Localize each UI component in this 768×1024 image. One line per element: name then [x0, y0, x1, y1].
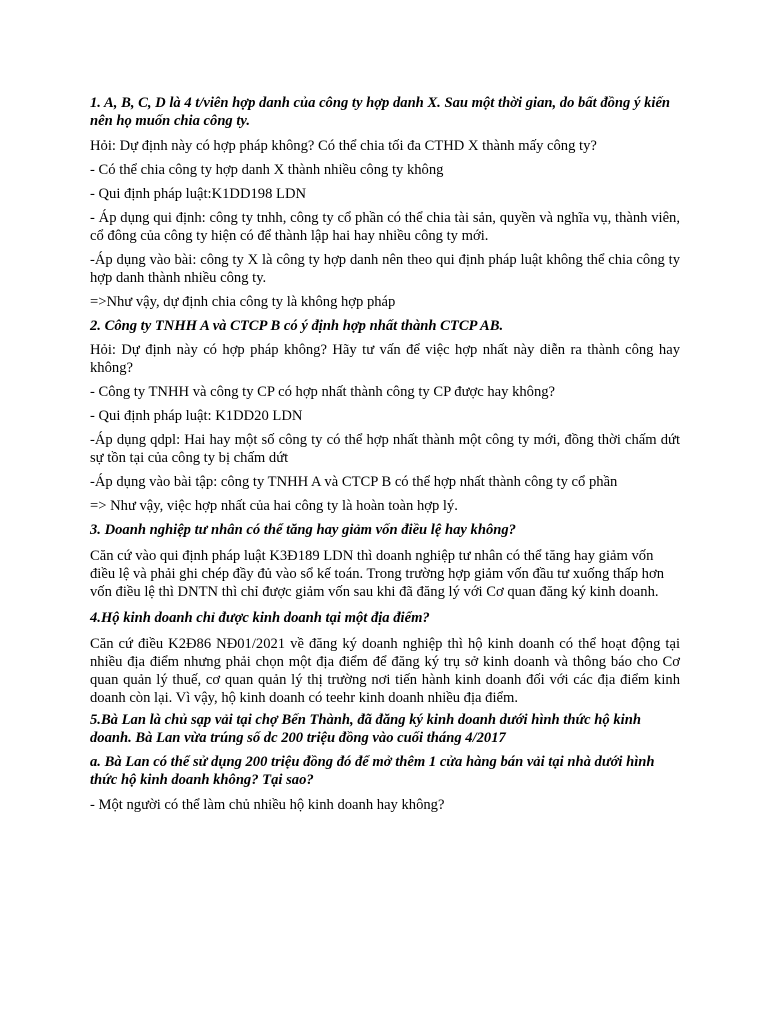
question-3-answer: Căn cứ vào qui định pháp luật K3Đ189 LDN thì doanh nghiệp tư nhân có thể tăng hay giảm vốn điều lệ và phải ghi chép đầy đủ vào sổ kế toán. Trong trường hợp giảm vốn đầu tư xuống thấp hơn vốn điều lệ thì DNTN thì chỉ được giảm vốn sau khi đã đăng lý với Cơ quan đăng ký kinh doanh.: [90, 548, 664, 600]
question-1-apply: -Áp dụng vào bài: công ty X là công ty hợp danh nên theo qui định pháp luật không thể chia công ty hợp danh thành nhiều công ty.: [90, 252, 680, 286]
question-3-title: 3. Doanh nghiệp tư nhân có thể tăng hay giảm vốn điều lệ hay không?: [90, 522, 516, 538]
question-2-title: 2. Công ty TNHH A và CTCP B có ý định hợp nhất thành CTCP AB.: [90, 318, 504, 334]
question-1-title: 1. A, B, C, D là 4 t/viên hợp danh của công ty hợp danh X. Sau một thời gian, do bất đồng ý kiến nên họ muốn chia công ty.: [90, 95, 671, 129]
question-2-ask: Hỏi: Dự định này có hợp pháp không? Hãy tư vấn để việc hợp nhất này diễn ra thành công hay không?: [90, 342, 680, 376]
question-2-conclusion: => Như vậy, việc hợp nhất của hai công ty là hoàn toàn hợp lý.: [90, 498, 458, 514]
question-1-law: - Qui định pháp luật:K1DD198 LDN: [90, 186, 307, 202]
question-2-rule: -Áp dụng qdpl: Hai hay một số công ty có thể hợp nhất thành một công ty mới, đồng thời chấm dứt sự tồn tại của công ty bị chấm dứt: [90, 432, 680, 466]
question-4-answer: Căn cứ điều K2Đ86 NĐ01/2021 về đăng ký doanh nghiệp thì hộ kinh doanh có thể hoạt động tại nhiều địa điểm nhưng phải chọn một địa điểm để đăng ký trụ sở kinh doanh và thông báo cho Cơ quan quản lý thuế, cơ quan quản lý thị trường nơi tiến hành kinh doanh đối với các địa điểm kinh doanh còn lại. Vì vậy, hộ kinh doanh có teehr kinh doanh nhiều địa điểm.: [90, 636, 680, 706]
question-1-rule: - Áp dụng qui định: công ty tnhh, công ty cổ phần có thể chia tài sản, quyền và nghĩa vụ, thành viên, cổ đông của công ty hiện có để thành lập hai hay nhiều công ty mới.: [90, 210, 680, 244]
question-5-issue: - Một người có thể làm chủ nhiều hộ kinh doanh hay không?: [90, 797, 445, 813]
question-5a-title: a. Bà Lan có thể sử dụng 200 triệu đồng đó để mở thêm 1 cửa hàng bán vải tại nhà dưới hình thức hộ kinh doanh không? Tại sao?: [90, 754, 655, 788]
question-2-issue: - Công ty TNHH và công ty CP có hợp nhất thành công ty CP được hay không?: [90, 384, 556, 400]
question-2-apply: -Áp dụng vào bài tập: công ty TNHH A và CTCP B có thể hợp nhất thành công ty cổ phần: [90, 474, 618, 490]
question-1-issue: - Có thể chia công ty hợp danh X thành nhiều công ty không: [90, 162, 444, 178]
question-4-title: 4.Hộ kinh doanh chỉ được kinh doanh tại một địa điểm?: [90, 610, 430, 626]
question-1-ask: Hỏi: Dự định này có hợp pháp không? Có thể chia tối đa CTHD X thành mấy công ty?: [90, 138, 597, 154]
question-2-law: - Qui định pháp luật: K1DD20 LDN: [90, 408, 303, 424]
question-5-title: 5.Bà Lan là chủ sạp vải tại chợ Bến Thành, đã đăng ký kinh doanh dưới hình thức hộ kinh doanh. Bà Lan vừa trúng số dc 200 triệu đồng vào cuối tháng 4/2017: [90, 712, 641, 746]
document-page: [90, 94, 680, 814]
question-1-conclusion: =>Như vậy, dự định chia công ty là không hợp pháp: [90, 294, 396, 310]
